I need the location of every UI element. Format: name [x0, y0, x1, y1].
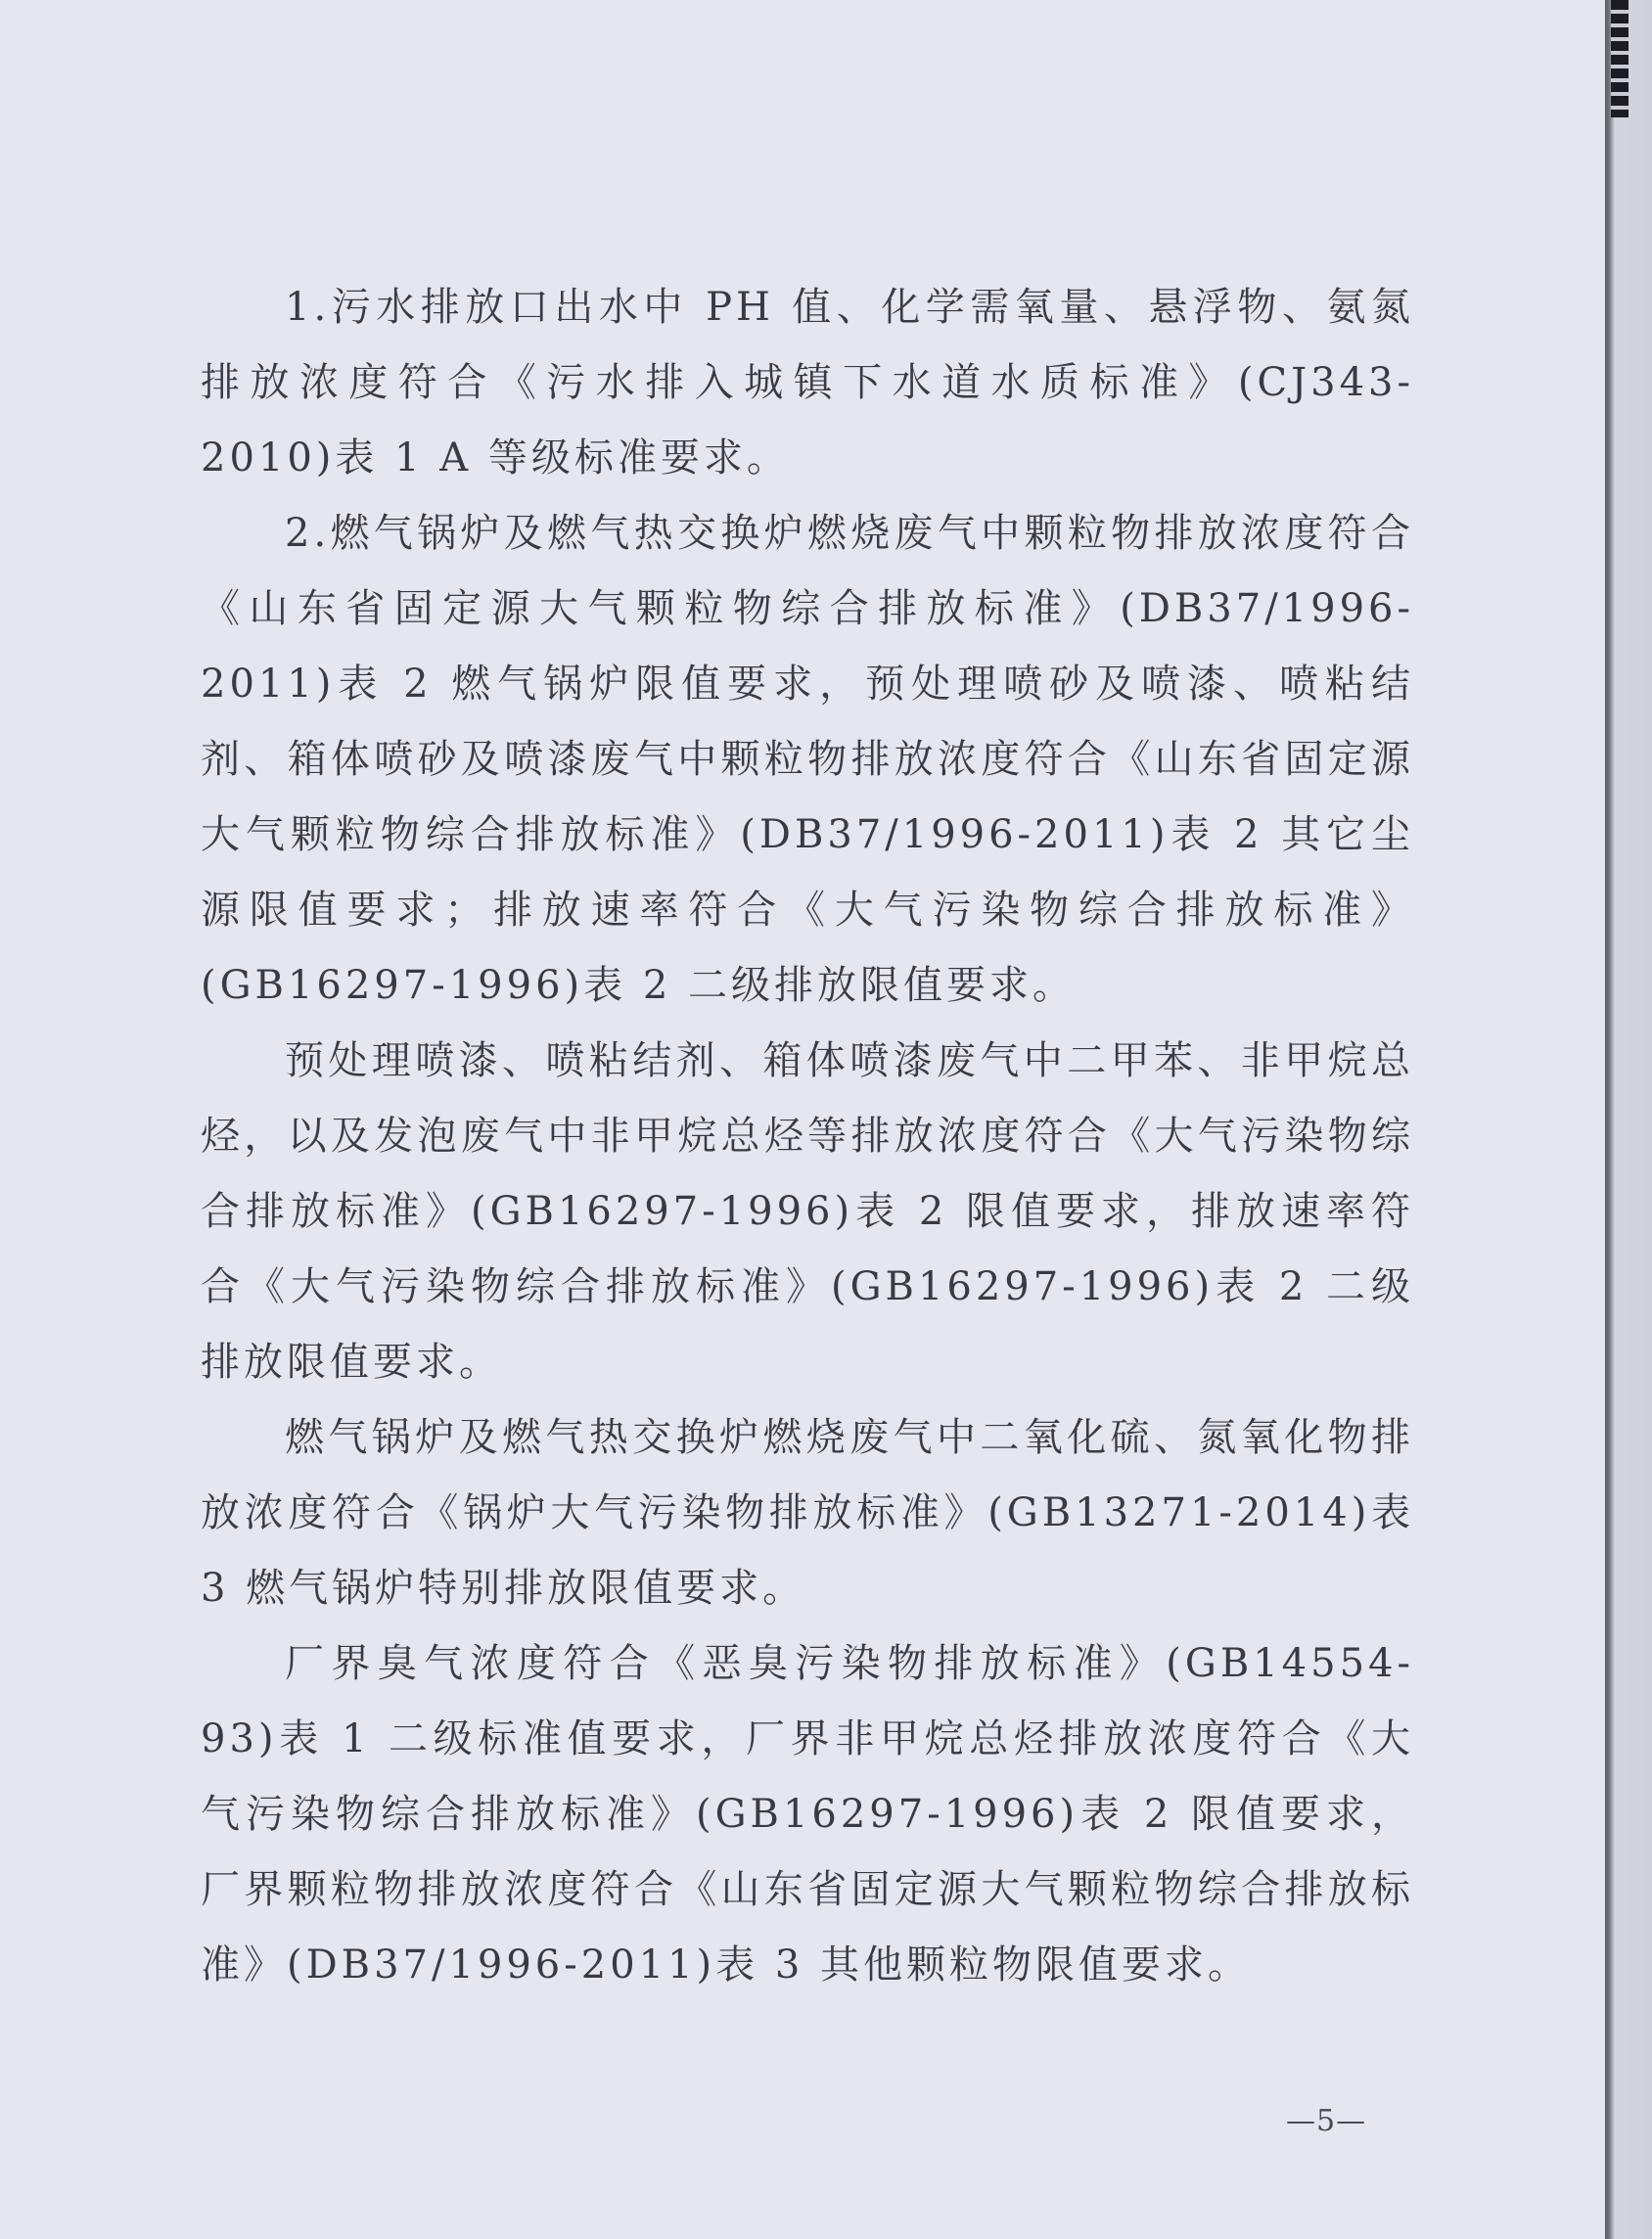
scan-edge-marks — [1611, 0, 1629, 117]
paragraph-1: 1.污水排放口出水中 PH 值、化学需氧量、悬浮物、氨氮排放浓度符合《污水排入城镇下水道水质标准》(CJ343-2010)表 1 A 等级标准要求。 — [201, 285, 1414, 480]
page-number: —5— — [1286, 2104, 1367, 2138]
paragraph-5: 厂界臭气浓度符合《恶臭污染物排放标准》(GB14554-93)表 1 二级标准值要求，厂界非甲烷总烃排放浓度符合《大气污染物综合排放标准》(GB16297-1996)表 2 限值要求，厂界颗粒物排放浓度符合《山东省固定源大气颗粒物综合排放标准》(DB37/1996-2011)表 3 其他颗粒物限值要求。 — [201, 1641, 1414, 1988]
paragraph-3: 预处理喷漆、喷粘结剂、箱体喷漆废气中二甲苯、非甲烷总烃，以及发泡废气中非甲烷总烃等排放浓度符合《大气污染物综合排放标准》(GB16297-1996)表 2 限值要求，排放速率符合《大气污染物综合排放标准》(GB16297-1996)表 2 二级排放限值要求。 — [201, 1038, 1414, 1385]
scan-edge — [1605, 0, 1652, 2239]
paragraph-4: 燃气锅炉及燃气热交换炉燃烧废气中二氧化硫、氮氧化物排放浓度符合《锅炉大气污染物排放标准》(GB13271-2014)表 3 燃气锅炉特别排放限值要求。 — [201, 1415, 1414, 1611]
paragraph-2: 2.燃气锅炉及燃气热交换炉燃烧废气中颗粒物排放浓度符合《山东省固定源大气颗粒物综合排放标准》(DB37/1996-2011)表 2 燃气锅炉限值要求，预处理喷砂及喷漆、喷粘结剂、箱体喷砂及喷漆废气中颗粒物排放浓度符合《山东省固定源大气颗粒物综合排放标准》(DB37/1996-2011)表 2 其它尘源限值要求；排放速率符合《大气污染物综合排放标准》(GB16297-1996)表 2 二级排放限值要求。 — [201, 511, 1414, 1008]
document-body — [201, 270, 1414, 2003]
